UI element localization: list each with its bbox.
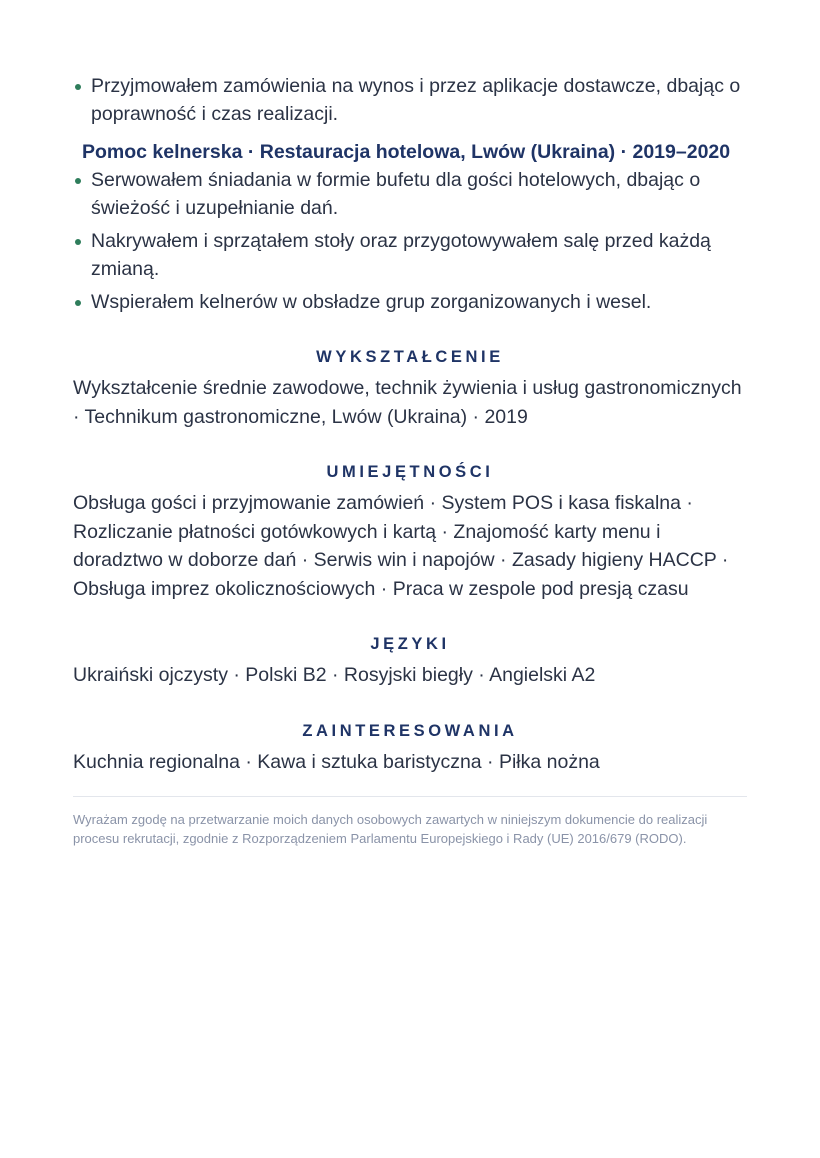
bullet-text: Wspierałem kelnerów w obsładze grup zorganizowanych i wesel. bbox=[91, 291, 652, 313]
job-bullet bbox=[73, 166, 747, 222]
divider bbox=[73, 796, 747, 797]
job-bullet bbox=[73, 288, 747, 316]
job-title: Pomoc kelnerska · Restauracja hotelowa, Lwów (Ukraina) · 2019–2020 bbox=[82, 141, 731, 163]
languages-text: Ukraiński ojczysty · Polski B2 · Rosyjski biegły · Angielski A2 bbox=[73, 664, 596, 686]
gdpr-consent-clause: Wyrażam zgodę na przetwarzanie moich danych osobowych zawartych w niniejszym dokumencie do realizacji procesu rekrutacji, zgodnie z Rozporządzeniem Parlamentu Europejskiego i Rady (UE) 2016/679 (RODO). bbox=[73, 812, 708, 846]
experience-bullet bbox=[73, 72, 747, 128]
interests-heading: ZAINTERESOWANIA bbox=[302, 721, 518, 740]
bullet-text: Przyjmowałem zamówienia na wynos i przez aplikacje dostawcze, dbając o poprawność i czas realizacji. bbox=[91, 75, 741, 125]
skills-heading: UMIEJĘTNOŚCI bbox=[326, 463, 494, 481]
bullet-dot-icon bbox=[75, 84, 81, 90]
languages-heading: JĘZYKI bbox=[370, 635, 450, 653]
job-bullet bbox=[73, 227, 747, 283]
bullet-text: Serwowałem śniadania w formie bufetu dla gości hotelowych, dbając o świeżość i uzupełnianie dań. bbox=[91, 169, 701, 219]
interests-text: Kuchnia regionalna · Kawa i sztuka baristyczna · Piłka nożna bbox=[73, 750, 600, 773]
bullet-dot-icon bbox=[75, 300, 81, 306]
education-heading: WYKSZTAŁCENIE bbox=[316, 348, 504, 366]
experience-bullets-continued bbox=[73, 72, 747, 128]
job-bullets bbox=[73, 166, 747, 316]
bullet-text: Nakrywałem i sprzątałem stoły oraz przygotowywałem salę przed każdą zmianą. bbox=[91, 230, 711, 280]
bullet-dot-icon bbox=[75, 178, 81, 184]
bullet-dot-icon bbox=[75, 239, 81, 245]
education-text: Wykształcenie średnie zawodowe, technik żywienia i usług gastronomicznych · Technikum gastronomiczne, Lwów (Ukraina) · 2019 bbox=[73, 377, 742, 428]
skills-text: Obsługa gości i przyjmowanie zamówień · System POS i kasa fiskalna · Rozliczanie płatności gotówkowych i kartą · Znajomość karty menu i doradztwo w doborze dań · Serwis win i napojów · Zasady higieny HACCP · Obsługa imprez okolicznościowych · Praca w zespole pod presją czasu bbox=[73, 492, 729, 600]
